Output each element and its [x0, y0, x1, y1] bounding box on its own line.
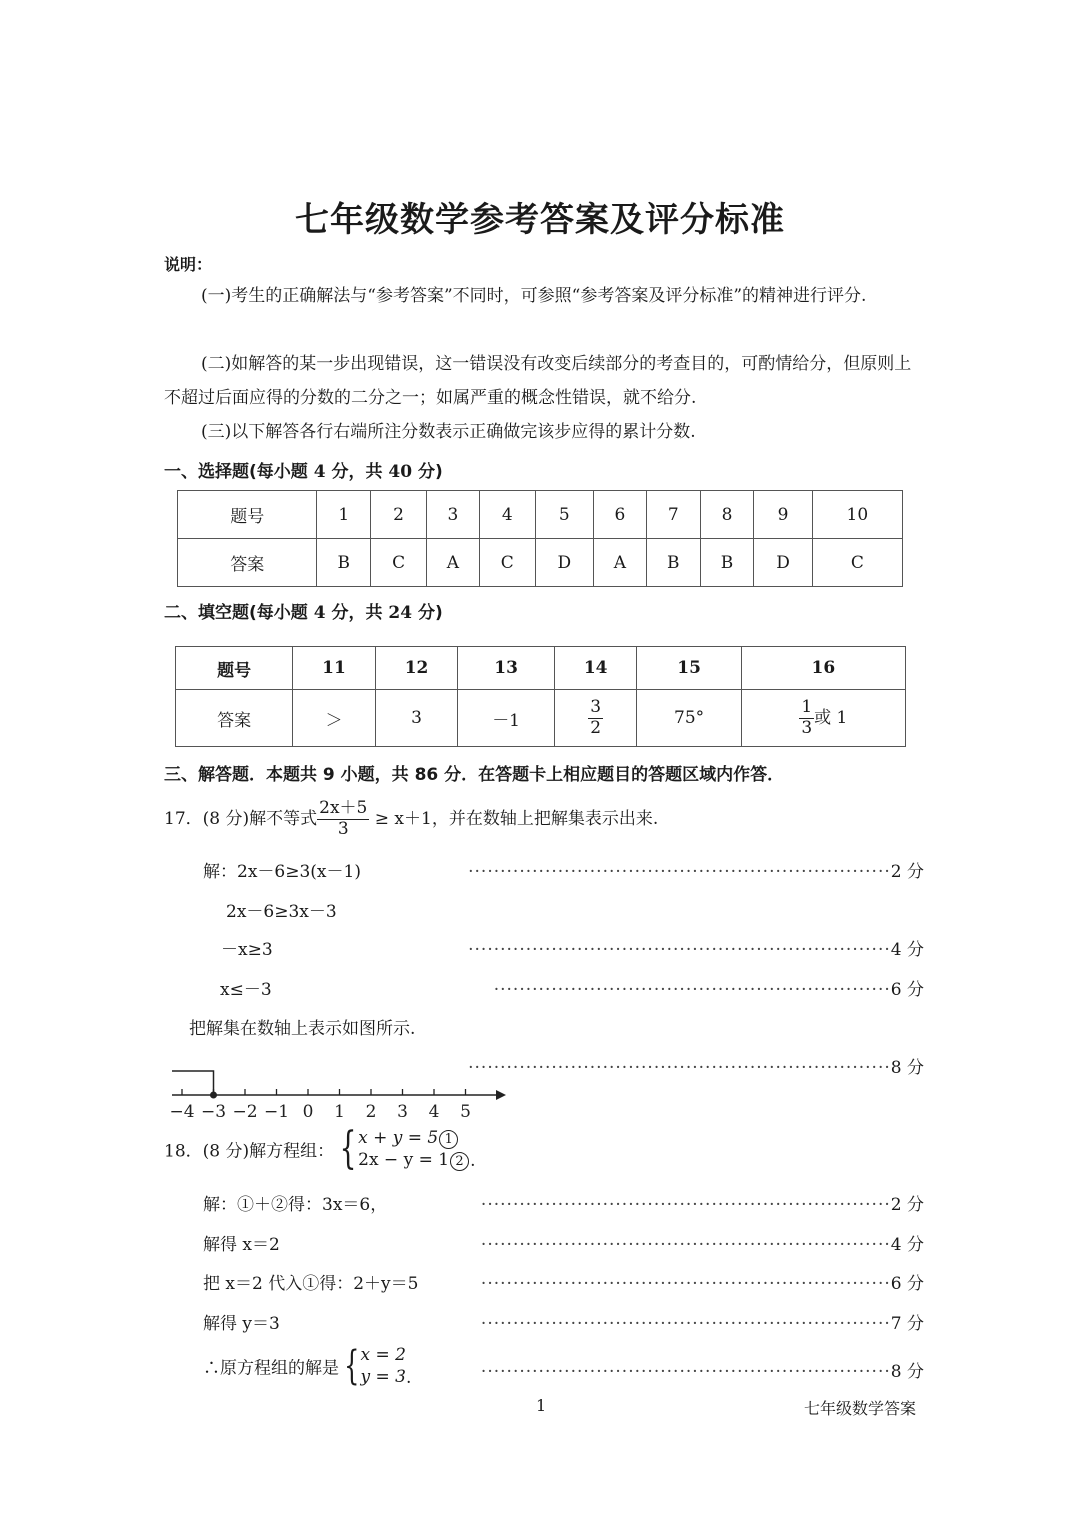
- table-cell: 16: [741, 647, 905, 690]
- section1-heading: 一、选择题(每小题 4 分，共 40 分): [164, 462, 443, 482]
- section2-heading: 二、填空题(每小题 4 分，共 24 分): [164, 603, 443, 623]
- solution-ray: [172, 1071, 214, 1095]
- table-cell: C: [812, 539, 902, 587]
- q18-step-2: 解得 x＝2: [203, 1235, 280, 1255]
- number-line: [164, 1064, 509, 1126]
- solution-point: [210, 1092, 217, 1099]
- note-label: 说明：: [164, 255, 213, 274]
- table-cell: C: [371, 539, 427, 587]
- q18-score-3: ································································6 分: [480, 1274, 924, 1294]
- answer-suffix: 或 1: [814, 707, 848, 728]
- q17-step-3: －x≥3: [221, 940, 273, 960]
- table-header-label: 题号: [176, 647, 293, 690]
- table-cell: D: [754, 539, 812, 587]
- axis-tick-label: 2: [365, 1102, 377, 1122]
- choice-answer-table: [177, 490, 903, 587]
- inequality-rhs: ≥ x＋1，: [374, 808, 449, 829]
- leader-dots: ································································: [480, 1362, 891, 1382]
- section3-heading: 三、解答题．本题共 9 小题，共 86 分．在答题卡上相应题目的答题区域内作答．: [164, 765, 785, 785]
- table-cell: 3: [426, 491, 479, 539]
- brace: {: [339, 1123, 357, 1174]
- table-cell: D: [535, 539, 593, 587]
- note-1: (一)考生的正确解法与“参考答案”不同时，可参照“参考答案及评分标准”的精神进行评分.: [201, 286, 867, 306]
- footer-doc-title: 七年级数学答案: [804, 1399, 917, 1418]
- table-cell: 5: [535, 491, 593, 539]
- axis-tick-label: 0: [302, 1102, 314, 1122]
- question-label: 17．(8 分)解不等式: [164, 808, 318, 829]
- table-cell: 14: [554, 647, 637, 690]
- leader-dots: ································································: [480, 1235, 891, 1255]
- table-row: [178, 491, 903, 539]
- fraction-numerator: 1: [801, 696, 813, 717]
- q17-step-2: 2x－6≥3x－3: [226, 902, 337, 922]
- note-2: (二)如解答的某一步出现错误，这一错误没有改变后续部分的考查目的，可酌情给分，但原则上不超过后面应得的分数的二分之一；如属严重的概念性错误，就不给分.: [164, 354, 912, 408]
- axis-tick-label: 3: [397, 1102, 408, 1122]
- axis-tick-label: 5: [460, 1102, 471, 1122]
- leader-dots: ··································································: [468, 862, 891, 882]
- leader-dots: ································································: [480, 1274, 891, 1294]
- fraction-numerator: 3: [590, 696, 602, 717]
- table-cell: －1: [458, 690, 555, 747]
- leader-dots: ································································: [480, 1195, 891, 1215]
- table-answer-label: 答案: [178, 539, 317, 587]
- table-header-label: 题号: [178, 491, 317, 539]
- table-cell: B: [317, 539, 371, 587]
- table-row: [178, 539, 903, 587]
- table-cell: 6: [594, 491, 647, 539]
- table-cell: 4: [479, 491, 535, 539]
- table-cell: 9: [754, 491, 812, 539]
- q17-score-3: ··································································4 分: [468, 940, 924, 960]
- table-cell: [554, 690, 637, 747]
- table-cell: 15: [637, 647, 741, 690]
- question-rest: 并在数轴上把解集表示出来.: [448, 808, 659, 829]
- axis-tick-label: −2: [232, 1102, 258, 1122]
- question-label: 18．(8 分)解方程组：: [164, 1141, 335, 1162]
- table-cell: 13: [458, 647, 555, 690]
- q17-score-4: ······························································6 分: [493, 980, 924, 1000]
- fill-answer-table: [175, 646, 906, 747]
- table-answer-label: 答案: [176, 690, 293, 747]
- q18-final: ∴原方程组的解是 { x = 2 y = 3 .: [203, 1343, 412, 1389]
- table-cell: A: [594, 539, 647, 587]
- equation-1: x + y = 5 1: [358, 1127, 470, 1149]
- q17-step-4: x≤－3: [220, 980, 272, 1000]
- note-3: (三)以下解答各行右端所注分数表示正确做完该步应得的累计分数.: [201, 422, 696, 442]
- table-row: [176, 690, 906, 747]
- question-17: [164, 800, 658, 839]
- axis-tick-label: −4: [169, 1102, 195, 1122]
- fraction-denominator: 3: [801, 717, 813, 738]
- q18-score-final: ································································8 分: [480, 1362, 924, 1382]
- page-title: 七年级数学参考答案及评分标准: [295, 200, 785, 240]
- table-cell: 12: [375, 647, 458, 690]
- leader-dots: ································································: [480, 1314, 891, 1334]
- question-18: 18．(8 分)解方程组： { x + y = 5 1 2x − y = 1 2 .: [164, 1123, 476, 1174]
- fraction: [317, 800, 369, 839]
- axis-tick-label: 4: [428, 1102, 440, 1122]
- table-cell: 10: [812, 491, 902, 539]
- page-number: 1: [536, 1396, 547, 1415]
- equation-2: 2x − y = 1 2: [358, 1149, 470, 1171]
- q18-score-4: ································································7 分: [480, 1314, 924, 1334]
- table-cell: C: [479, 539, 535, 587]
- q17-score-final: ··································································8 分: [468, 1058, 924, 1078]
- q18-score-1: ································································2 分: [480, 1195, 924, 1215]
- table-cell: [741, 690, 905, 747]
- table-cell: 7: [646, 491, 700, 539]
- q17-step-1: 解：2x－6≥3(x－1): [203, 862, 361, 882]
- leader-dots: ··································································: [468, 1058, 891, 1078]
- q17-conclusion: 把解集在数轴上表示如图所示.: [189, 1019, 416, 1039]
- leader-dots: ······························································: [493, 980, 891, 1000]
- axis-tick-label: −1: [263, 1102, 290, 1122]
- brace: {: [344, 1343, 360, 1389]
- equation-system: [358, 1127, 470, 1171]
- q18-step-4: 解得 y＝3: [203, 1314, 280, 1334]
- solution-system: x = 2 y = 3: [360, 1345, 406, 1387]
- table-row: [176, 647, 906, 690]
- table-cell: 11: [293, 647, 376, 690]
- table-cell: ＞: [293, 690, 376, 747]
- table-cell: 1: [317, 491, 371, 539]
- table-cell: 2: [371, 491, 427, 539]
- fraction-numerator: 2x＋5: [319, 798, 368, 818]
- axis-tick-label: −3: [200, 1102, 227, 1122]
- q18-score-2: ································································4 分: [480, 1235, 924, 1255]
- table-cell: A: [426, 539, 479, 587]
- q18-step-1: 解：①＋②得：3x＝6，: [203, 1195, 388, 1215]
- fraction: [799, 696, 814, 738]
- q17-score-1: ··································································2 分: [468, 862, 924, 882]
- q18-step-3: 把 x＝2 代入①得：2＋y＝5: [203, 1274, 419, 1294]
- table-cell: B: [700, 539, 754, 587]
- fraction-denominator: 2: [590, 717, 602, 738]
- table-cell: 8: [700, 491, 754, 539]
- table-cell: 3: [375, 690, 458, 747]
- fraction-denominator: 3: [337, 818, 349, 839]
- axis-arrow: [496, 1090, 506, 1100]
- table-cell: 75°: [637, 690, 741, 747]
- leader-dots: ··································································: [468, 940, 891, 960]
- axis-tick-label: 1: [334, 1102, 345, 1122]
- fraction: [588, 696, 603, 738]
- table-cell: B: [646, 539, 700, 587]
